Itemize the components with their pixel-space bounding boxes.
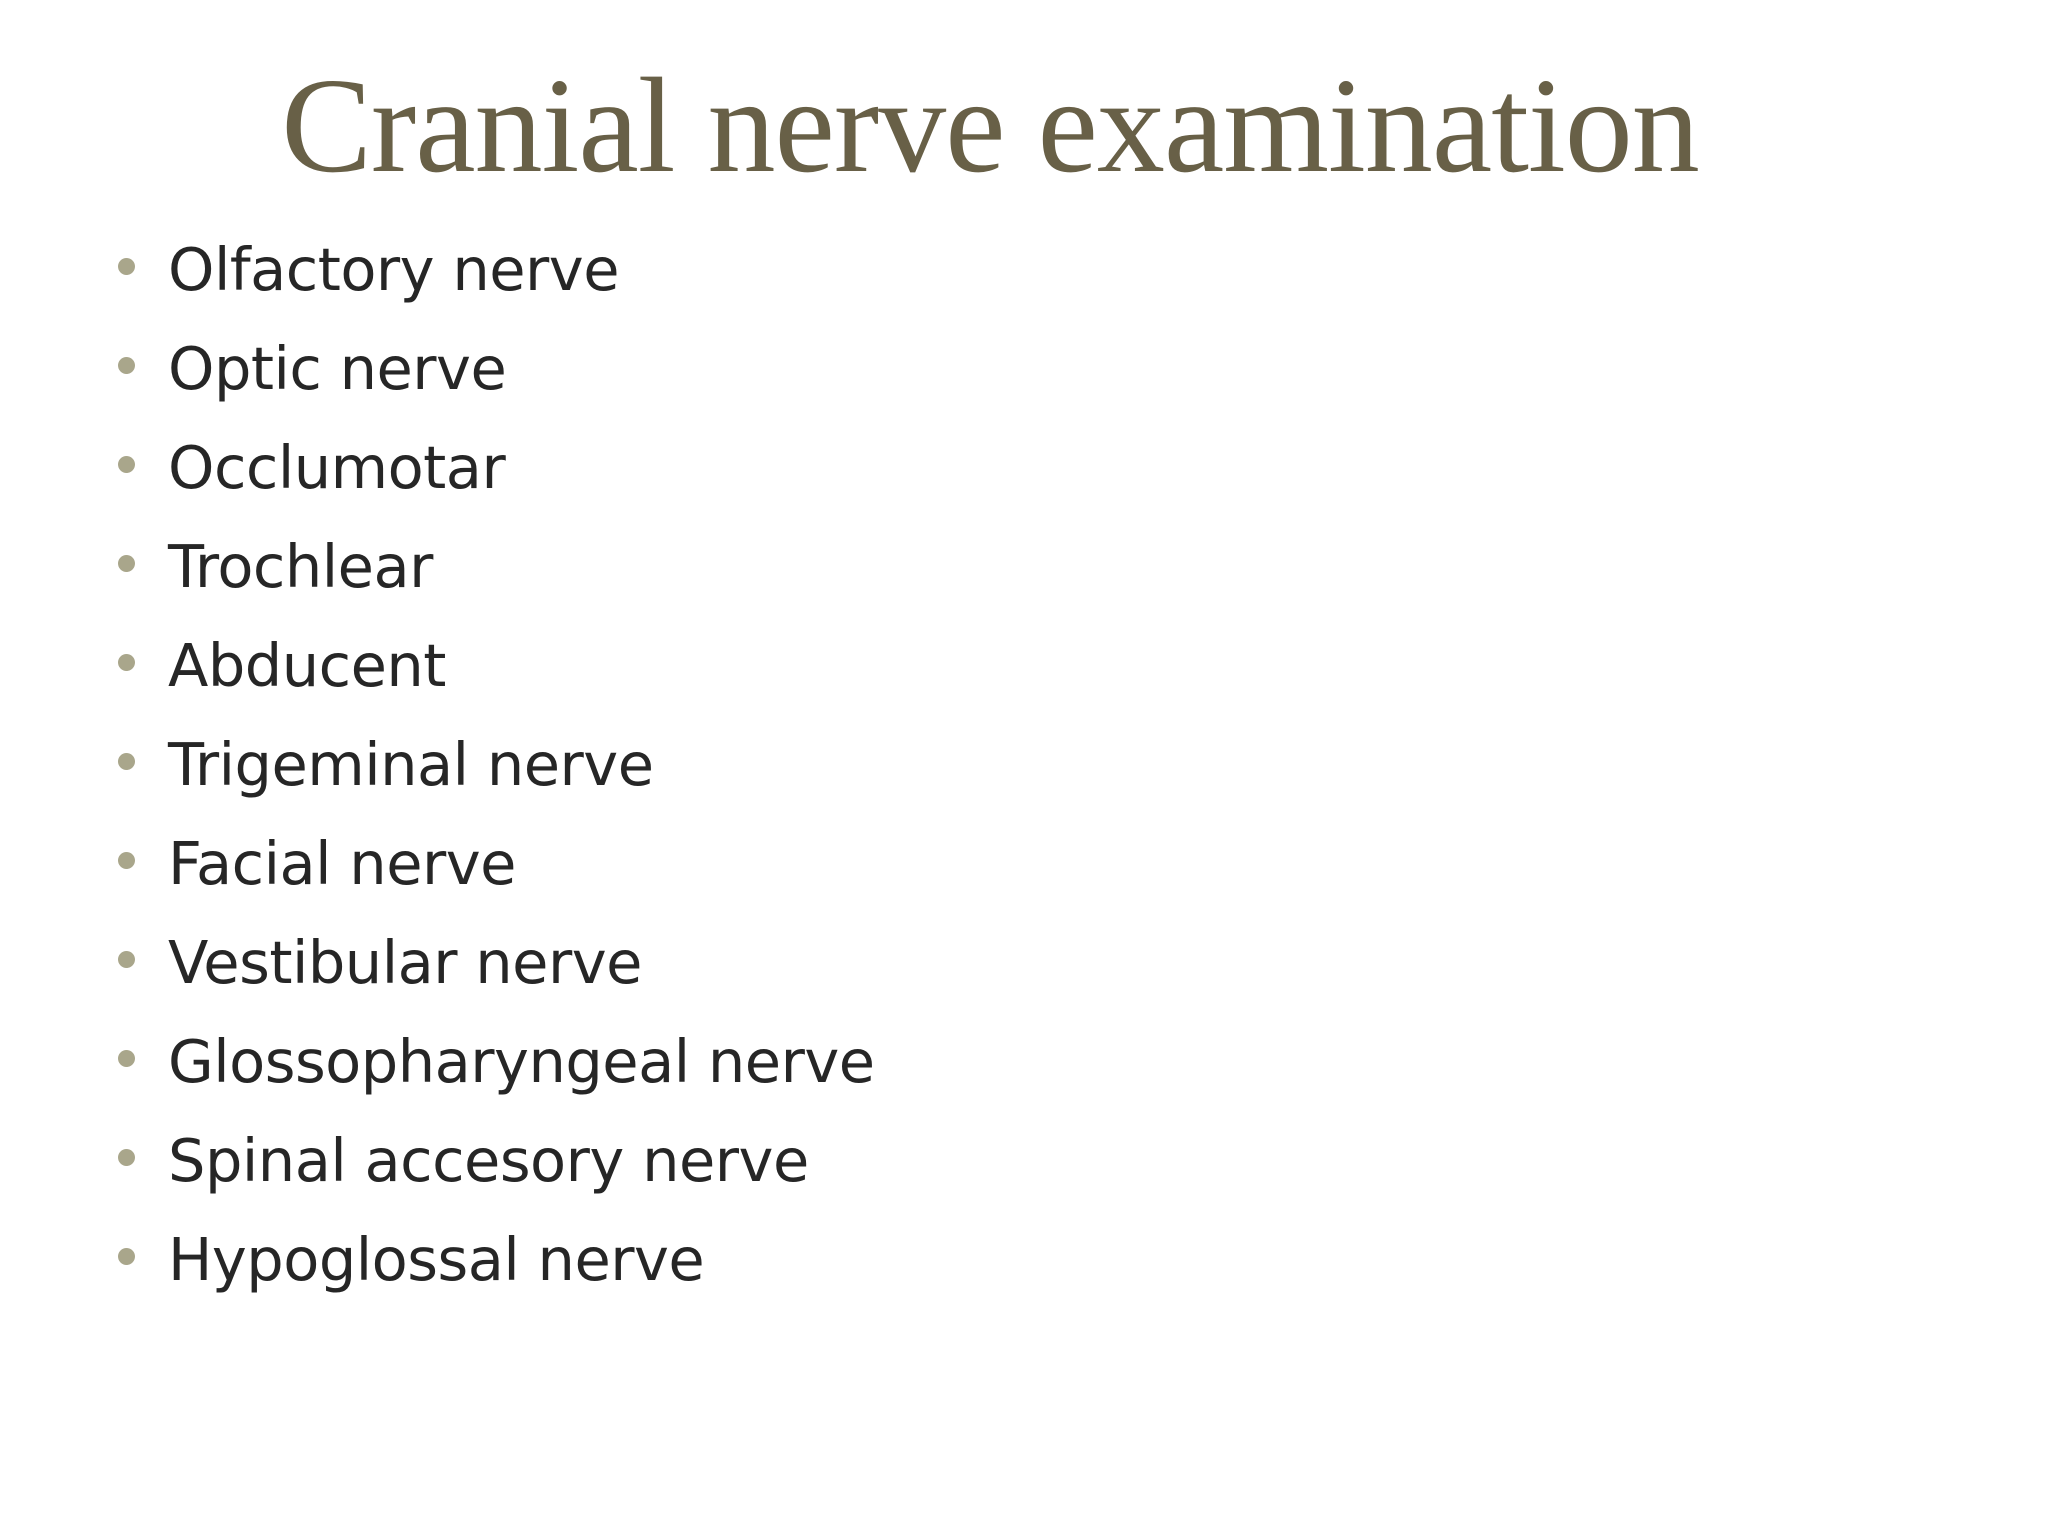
bullet-label: Spinal accesory nerve [168, 1126, 809, 1195]
bullet-dot-icon [118, 1248, 135, 1265]
slide-title: Cranial nerve examination [281, 51, 1699, 201]
list-item [112, 220, 875, 319]
bullet-dot-icon [118, 1149, 135, 1166]
list-item [112, 1012, 875, 1111]
bullet-label: Glossopharyngeal nerve [168, 1027, 875, 1096]
bullet-label: Hypoglossal nerve [168, 1225, 705, 1294]
bullet-label: Facial nerve [168, 829, 516, 898]
bullet-dot-icon [118, 456, 135, 473]
bullet-label: Occlumotar [168, 433, 506, 502]
bullet-label: Vestibular nerve [168, 928, 642, 997]
list-item [112, 517, 875, 616]
bullet-dot-icon [118, 357, 135, 374]
list-item [112, 1210, 875, 1309]
bullet-label: Optic nerve [168, 334, 507, 403]
bullet-dot-icon [118, 852, 135, 869]
list-item [112, 715, 875, 814]
bullet-label: Trochlear [168, 532, 433, 601]
bullet-dot-icon [118, 258, 135, 275]
list-item [112, 913, 875, 1012]
list-item [112, 616, 875, 715]
bullet-label: Trigeminal nerve [168, 730, 654, 799]
bullet-label: Olfactory nerve [168, 235, 620, 304]
list-item [112, 418, 875, 517]
list-item [112, 1111, 875, 1210]
bullet-dot-icon [118, 654, 135, 671]
bullet-dot-icon [118, 555, 135, 572]
bullet-label: Abducent [168, 631, 446, 700]
bullet-list [112, 220, 875, 1309]
list-item [112, 814, 875, 913]
list-item [112, 319, 875, 418]
bullet-dot-icon [118, 951, 135, 968]
bullet-dot-icon [118, 753, 135, 770]
bullet-dot-icon [118, 1050, 135, 1067]
